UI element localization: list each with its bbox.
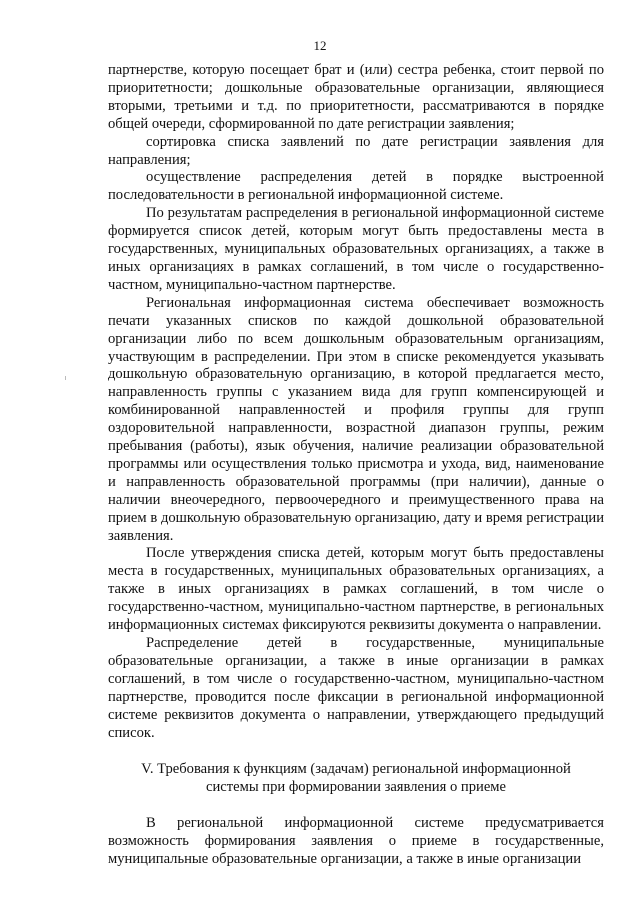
paragraph: Распределение детей в государственные, муниципальные образовательные организации, а также в иные организации в рамках соглашений, в том числе о государственно-частном, муниципально-частном партнерстве, проводится после фиксации в региональной информационной системе реквизитов документа о направлении, утверждающего предыдущий список. xyxy=(108,635,604,741)
paragraph: сортировка списка заявлений по дате регистрации заявления для направления; xyxy=(108,133,604,168)
section-heading-line: системы при формировании заявления о приеме xyxy=(205,779,507,796)
paragraph: осуществление распределения детей в порядке выстроенной последовательности в региональной информационной системе. xyxy=(108,169,604,204)
margin-mark xyxy=(65,376,66,380)
section-heading-line: V. Требования к функциям (задачам) региональной информационной xyxy=(141,761,571,778)
paragraph: После утверждения списка детей, которым могут быть предоставлены места в государственных, муниципальных образовательных организациях, а также в иных организациях в рамках соглашений, в том числе о государственно-частном, муниципально-частном партнерстве, в региональных информационных системах фиксируются реквизиты документа о направлении. xyxy=(108,545,604,634)
section-heading xyxy=(108,761,604,797)
document-body xyxy=(108,62,604,869)
paragraph: Региональная информационная система обеспечивает возможность печати указанных списков по каждой дошкольной образовательной организации либо по всем дошкольным образовательным организациям, участвующим в распределении. При этом в списке рекомендуется указывать дошкольную образовательную организацию, в которой предлагается место, направленность группы с указанием вида для групп компенсирующей и комбинированной направленностей и профиля группы для групп оздоровительной направленности, возрастной диапазон группы, режим пребывания (работы), язык обучения, наличие реализации образовательной программы или осуществления только присмотра и ухода, вид, наименование и направленность образовательной программы (при наличии), данные о наличии внеочередного, первоочередного и преимущественного права на прием в дошкольную образовательную организацию, дату и время регистрации заявления. xyxy=(108,294,604,544)
paragraph: В региональной информационной системе предусматривается возможность формирования заявления о приеме в государственные, муниципальные образовательные организации, а также в иные организации xyxy=(108,815,604,868)
page-number: 12 xyxy=(313,38,327,53)
paragraph: По результатам распределения в региональной информационной системе формируется список детей, которым могут быть предоставлены места в государственных, муниципальных образовательных организациях, а также в иных организациях в рамках соглашений, в том числе о государственно-частном, муниципально-частном партнерстве. xyxy=(108,205,604,293)
paragraph: партнерстве, которую посещает брат и (или) сестра ребенка, стоит первой по приоритетности; дошкольные образовательные организации, являющиеся вторыми, третьими и т.д. по приоритетности, рассматриваются в порядке общей очереди, сформированной по дате регистрации заявления; xyxy=(108,62,604,132)
